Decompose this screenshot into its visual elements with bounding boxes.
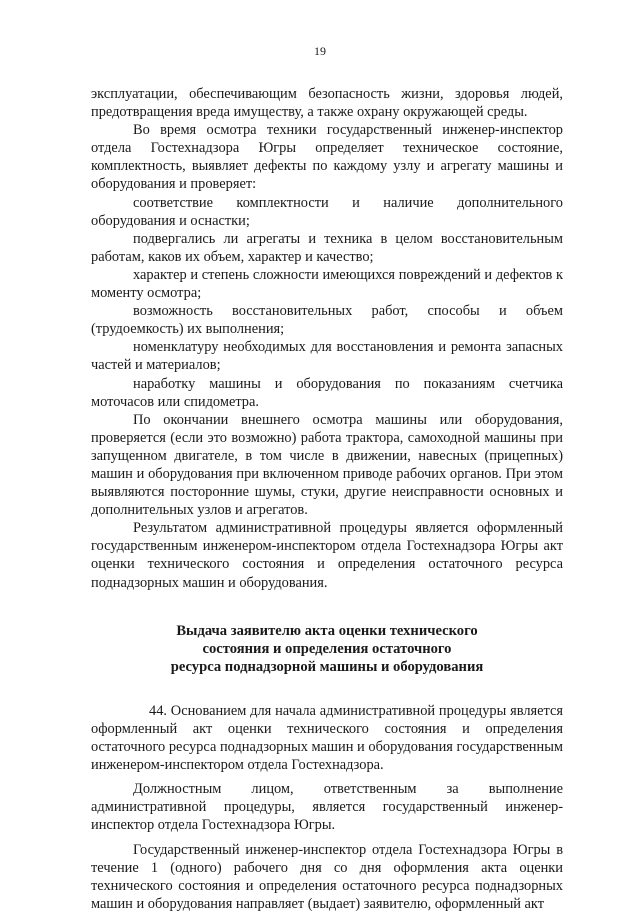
section-heading-line: ресурса поднадзорной машины и оборудования (170, 658, 484, 675)
section-heading-line: состояния и определения остаточного (202, 640, 452, 657)
paragraph-clause-44: 44. Основанием для начала административной процедуры является оформленный акт оценки технического состояния и определения остаточного ресурса поднадзорных машин и оборудования государственным инженером-инспектором отдела Гостехнадзора. (91, 702, 563, 774)
paragraph-inspection-intro: Во время осмотра техники государственный инженер-инспектор отдела Гостехнадзора Югры определяет техническое состояние, комплектность, выявляет дефекты по каждому узлу и агрегату машины и оборудования и проверяет: (91, 122, 563, 193)
paragraph-procedure-result: Результатом административной процедуры является оформленный государственным инженером-инспектором отдела Гостехнадзора Югры акт оценки технического состояния и определения остаточного ресурса поднадзорных машин и оборудования. (91, 520, 563, 591)
section-heading-line: Выдача заявителю акта оценки технического (176, 622, 478, 639)
checklist-item-restoration: подвергались ли агрегаты и техника в целом восстановительным работам, каков их объем, характер и качество; (91, 230, 563, 265)
paragraph-responsible-official: Должностным лицом, ответственным за выполнение административной процедуры, является государственный инженер-инспектор отдела Гостехнадзора Югры. (91, 781, 563, 834)
checklist-item-operating-hours: наработку машины и оборудования по показаниям счетчика моточасов или спидометра. (91, 375, 563, 410)
checklist-item-damage: характер и степень сложности имеющихся повреждений и дефектов к моменту осмотра; (91, 266, 563, 302)
checklist-item-repair-feasibility: возможность восстановительных работ, способы и объем (трудоемкость) их выполнения; (91, 303, 563, 338)
paragraph-operation-check: По окончании внешнего осмотра машины или оборудования, проверяется (если это возможно) работа трактора, самоходной машины при запущенном двигателе, в том числе в движении, навесных (прицепных) машин и оборудования при включенном приводе рабочих органов. При этом выявляются посторонние шумы, стуки, другие неисправности основных и дополнительных узлов и агрегатов. (91, 411, 563, 519)
checklist-item-spare-parts: номенклатуру необходимых для восстановления и ремонта запасных частей и материалов; (91, 339, 563, 374)
document-body (91, 85, 563, 913)
checklist-item-completeness: соответствие комплектности и наличие дополнительного оборудования и оснастки; (91, 194, 563, 229)
section-heading (91, 622, 563, 676)
paragraph-continuation: эксплуатации, обеспечивающим безопасность жизни, здоровья людей, предотвращения вреда имуществу, а также охрану окружающей среды. (91, 86, 563, 121)
page-number: 19 (314, 44, 326, 58)
paragraph-act-issuance: Государственный инженер-инспектор отдела Гостехнадзора Югры в течение 1 (одного) рабочего дня со дня оформления акта оценки технического состояния и определения остаточного ресурса поднадзорных машин и оборудования направляет (выдает) заявителю, оформленный акт (91, 841, 563, 912)
